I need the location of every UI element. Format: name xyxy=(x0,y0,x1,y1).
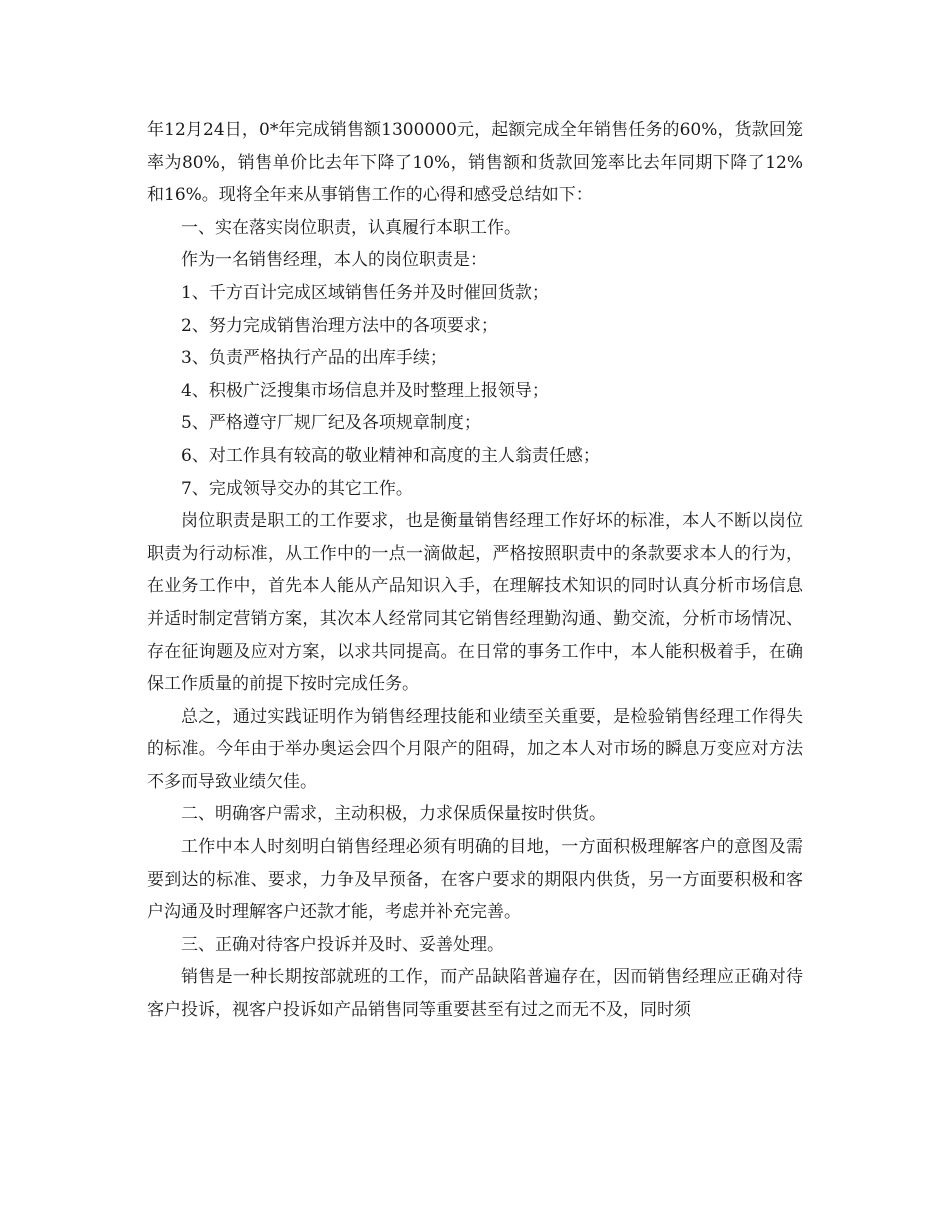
document-body xyxy=(147,114,803,1027)
paragraph: 年12月24日，0*年完成销售额1300000元，起额完成全年销售任务的60%，货款回笼率为80%，销售单价比去年下降了10%，销售额和货款回笼率比去年同期下降了12%和16%。现将全年来从事销售工作的心得和感受总结如下： xyxy=(147,120,803,206)
section-heading: 一、实在落实岗位职责，认真履行本职工作。 xyxy=(181,217,521,238)
section-heading: 二、明确客户需求，主动积极，力求保质保量按时供货。 xyxy=(181,804,606,825)
list-item: 1、千方百计完成区域销售任务并及时催回货款； xyxy=(181,282,549,303)
paragraph: 作为一名销售经理，本人的岗位职责是： xyxy=(181,250,487,271)
list-item: 3、负责严格执行产品的出库手续； xyxy=(181,348,447,369)
paragraph: 销售是一种长期按部就班的工作，而产品缺陷普遍存在，因而销售经理应正确对待客户投诉，视客户投诉如产品销售同等重要甚至有过之而无不及，同时须 xyxy=(147,967,803,1021)
paragraph: 总之，通过实践证明作为销售经理技能和业绩至关重要，是检验销售经理工作得失的标准。今年由于举办奥运会四个月限产的阻碍，加之本人对市场的瞬息万变应对方法不多而导致业绩欠佳。 xyxy=(147,706,803,792)
list-item: 5、严格遵守厂规厂纪及各项规章制度； xyxy=(181,413,481,434)
paragraph: 岗位职责是职工的工作要求，也是衡量销售经理工作好坏的标准，本人不断以岗位职责为行动标准，从工作中的一点一滴做起，严格按照职责中的条款要求本人的行为，在业务工作中，首先本人能从产品知识入手，在理解技术知识的同时认真分析市场信息并适时制定营销方案，其次本人经常同其它销售经理勤沟通、勤交流，分析市场情况、存在征询题及应对方案，以求共同提高。在日常的事务工作中，本人能积极着手，在确保工作质量的前提下按时完成任务。 xyxy=(147,511,803,695)
list-item: 4、积极广泛搜集市场信息并及时整理上报领导； xyxy=(181,380,549,401)
list-item: 2、努力完成销售治理方法中的各项要求； xyxy=(181,315,498,336)
section-heading: 三、正确对待客户投诉并及时、妥善处理。 xyxy=(181,934,504,955)
list-item: 7、完成领导交办的其它工作。 xyxy=(181,478,413,499)
paragraph: 工作中本人时刻明白销售经理必须有明确的目地，一方面积极理解客户的意图及需要到达的标准、要求，力争及早预备，在客户要求的期限内供货，另一方面要积极和客户沟通及时理解客户还款才能，考虑并补充完善。 xyxy=(147,837,803,923)
list-item: 6、对工作具有较高的敬业精神和高度的主人翁责任感； xyxy=(181,445,600,466)
